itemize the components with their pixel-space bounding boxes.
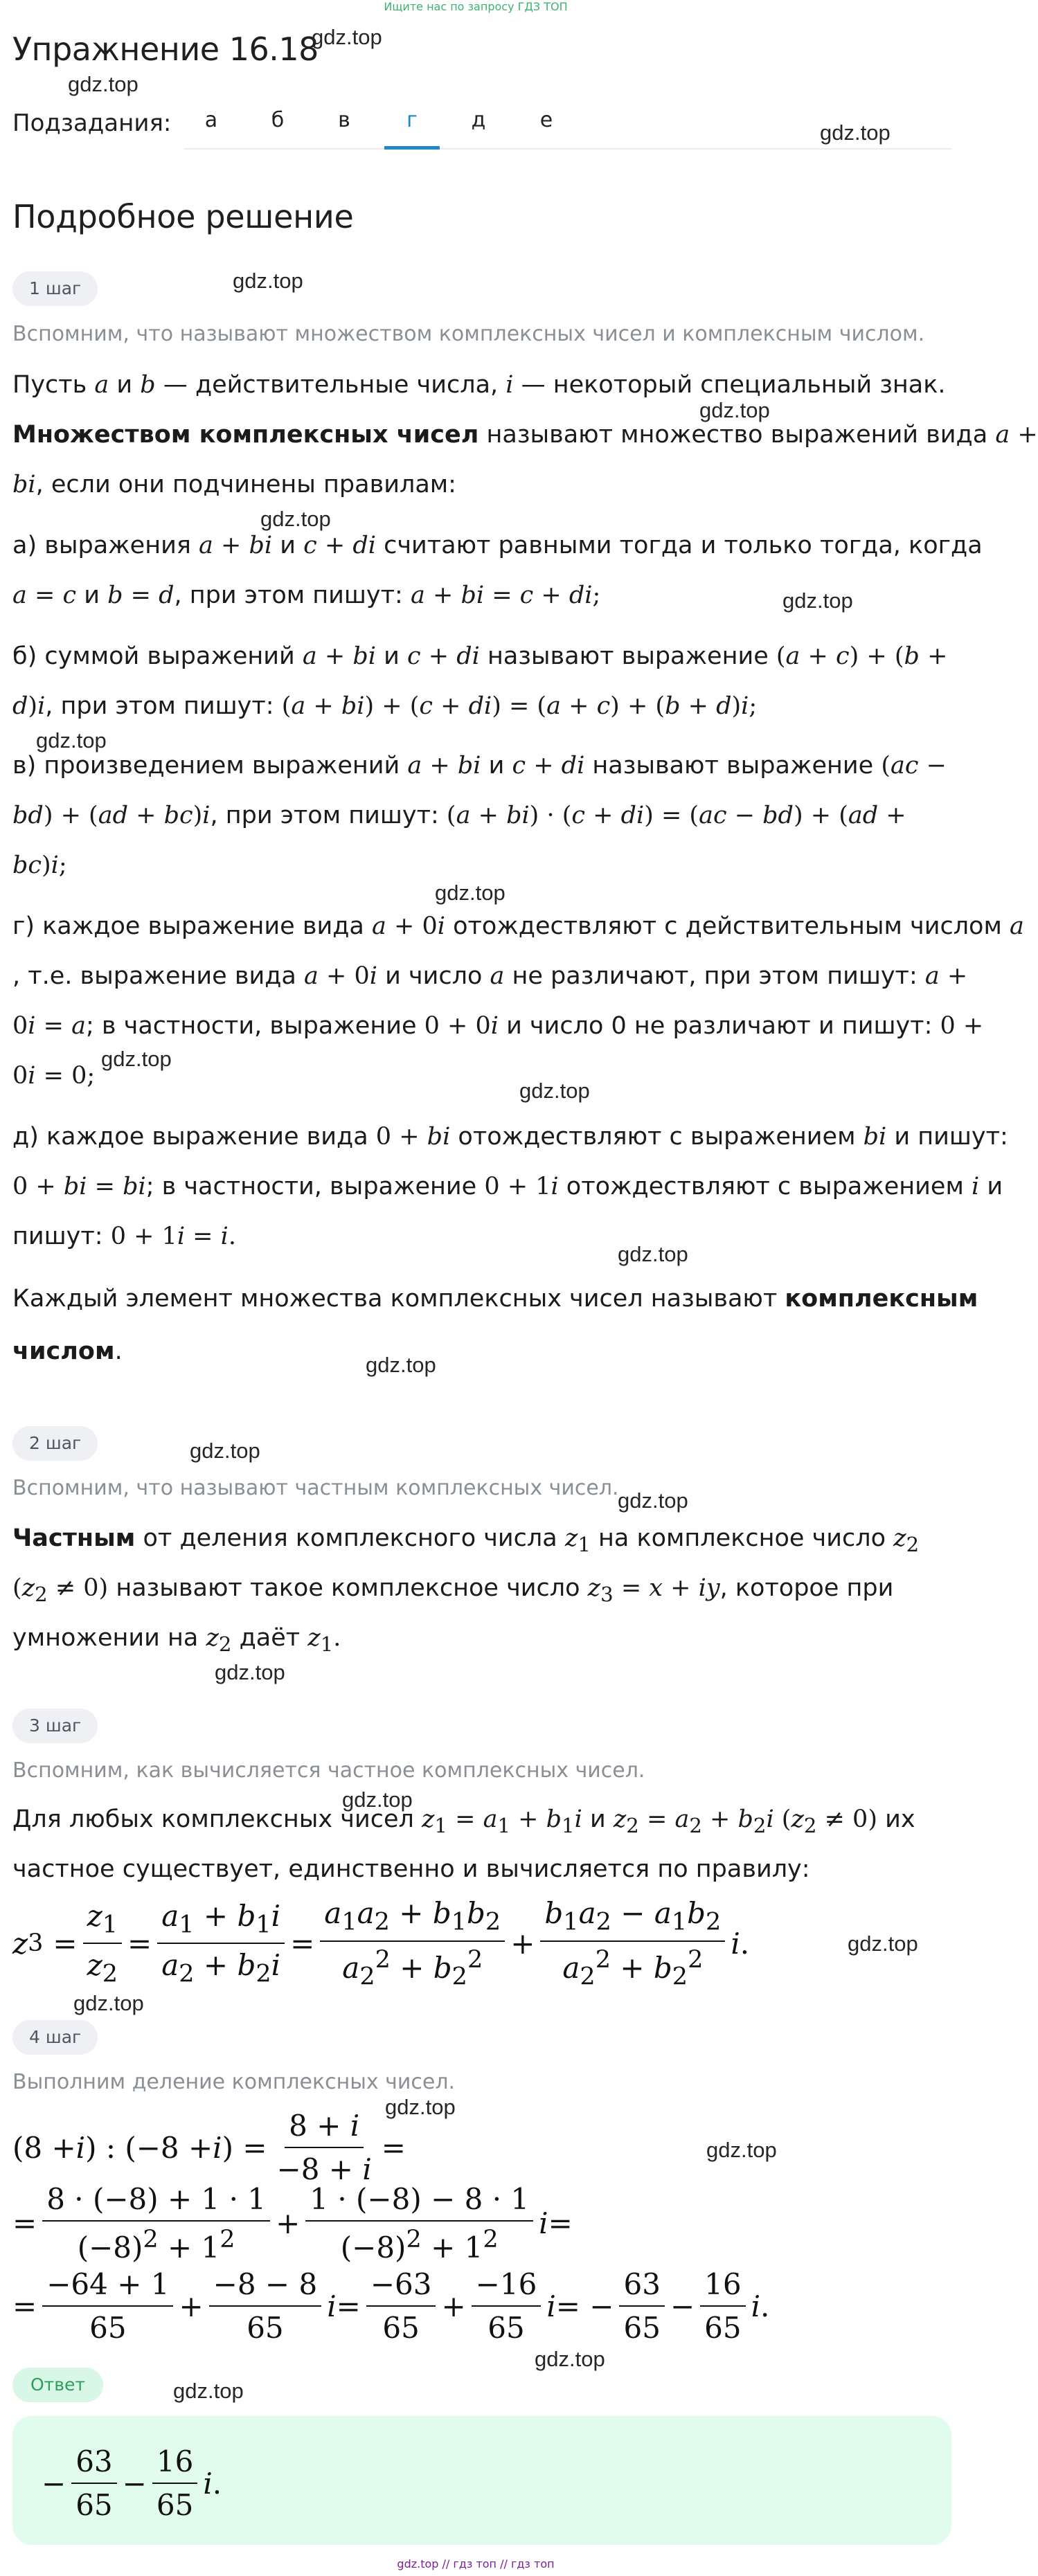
step-hint: Вспомним, что называют частным комплексных чисел. [12, 1476, 619, 1500]
text-line: 0i = 0; [12, 1062, 96, 1090]
text-line: частное существует, единственно и вычисляется по правилу: [12, 1855, 810, 1883]
top-banner: Ищите нас по запросу ГДЗ ТОП [384, 0, 568, 13]
watermark: gdz.top [101, 1047, 172, 1071]
watermark: gdz.top [519, 1079, 590, 1103]
formula-quotient-rule: z 3 = $\frac{z_1}{z_2}$ = $\frac{a_1 + b_1i}{a_2 + b_2i}$ = $\frac{a_1a_2 + b_1b_2}{a_2^2 + b_2^2}$ + $\frac{b_1a_2 - a_1b_2}{a_2^2 + b_2^2}$ i . [12, 1896, 750, 1990]
watermark: gdz.top [782, 588, 853, 613]
watermark: gdz.top [68, 72, 138, 96]
formula-line-2: = $\frac{8 \cdot (-8) + 1 \cdot 1}{(-8)^2 + 1^2}$ + $\frac{1 \cdot (-8) - 8 \cdot 1}{(-8)^2 + 1^2}$ i = [12, 2181, 573, 2264]
tab-v[interactable]: в [338, 108, 350, 132]
watermark: gdz.top [535, 2347, 605, 2371]
text-line: Множеством комплексных чисел называют множество выражений вида a + [12, 421, 1038, 449]
footer: gdz.top // гдз топ // гдз топ [397, 2557, 555, 2570]
text-line: , т.е. выражение вида a + 0i и число a не различают, при этом пишут: a + [12, 962, 968, 990]
watermark: gdz.top [385, 2095, 456, 2119]
text-line: а) выражения a + bi и c + di считают равными тогда и только тогда, когда [12, 532, 983, 559]
step-hint: Выполним деление комплексных чисел. [12, 2070, 456, 2094]
text-line: Каждый элемент множества комплексных чисел называют комплексным [12, 1285, 978, 1313]
watermark: gdz.top [73, 1991, 144, 2015]
step-badge: 2 шаг [12, 1426, 98, 1461]
text-line: Частным от деления комплексного числа $z_1$ на комплексное число $z_2$ [12, 1524, 920, 1556]
watermark: gdz.top [706, 2138, 777, 2162]
answer-badge: Ответ [12, 2368, 103, 2402]
watermark: gdz.top [190, 1439, 260, 1463]
text-line: числом. [12, 1337, 123, 1365]
step-hint: Вспомним, как вычисляется частное комплексных чисел. [12, 1758, 645, 1783]
watermark: gdz.top [366, 1353, 436, 1377]
subtask-tabs [184, 104, 952, 150]
formula-line-3: = $\frac{-64 + 1}{65}$ + $\frac{-8 - 8}{65}$ i = $\frac{-63}{65}$ + $\frac{-16}{65}$ i = − $\frac{63}{65}$ − $\frac{16}{65}$ i . [12, 2267, 770, 2345]
text-line: $(z_2 \ne 0)$ называют такое комплексное число $z_3 = x$ + iy, которое при [12, 1574, 894, 1606]
text-line: bi, если они подчинены правилам: [12, 471, 456, 498]
watermark: gdz.top [699, 398, 770, 422]
step-hint: Вспомним, что называют множеством комплексных чисел и комплексным числом. [12, 322, 925, 346]
watermark: gdz.top [36, 728, 107, 753]
text-line: bd) + (ad + bc)i, при этом пишут: (a + bi) · (c + di) = (ac − bd) + (ad + [12, 802, 906, 829]
tab-a[interactable]: а [204, 108, 218, 132]
text-line: a = c и b = d, при этом пишут: a + bi = c + di; [12, 582, 601, 609]
watermark: gdz.top [215, 1660, 285, 1684]
tab-g[interactable]: г [384, 108, 440, 150]
answer-formula: − $\frac{63}{65}$ − $\frac{16}{65}$ i . [42, 2444, 222, 2522]
step-badge: 3 шаг [12, 1709, 98, 1743]
text-line: г) каждое выражение вида a + 0i отождествляют с действительным числом a [12, 912, 1024, 940]
text-line: б) суммой выражений a + bi и c + di называют выражение (a + c) + (b + [12, 642, 948, 670]
text-line: умножении на $z_2$ даёт $z_1$. [12, 1624, 341, 1656]
watermark: gdz.top [618, 1242, 688, 1266]
text-line: Для любых комплексных чисел $z_1 = a_1 + b_1i$ и $z_2 = a_2 + b_2i$ $(z_2 \ne 0)$ их [12, 1805, 915, 1837]
section-title: Подробное решение [12, 198, 354, 235]
watermark: gdz.top [312, 25, 382, 49]
watermark: gdz.top [342, 1787, 413, 1812]
watermark: gdz.top [618, 1488, 688, 1513]
text-line: в) произведением выражений a + bi и c + di называют выражение (ac − [12, 752, 947, 780]
text-line: д) каждое выражение вида 0 + bi отождествляют с выражением bi и пишут: [12, 1123, 1008, 1151]
tab-e[interactable]: е [539, 108, 553, 132]
watermark: gdz.top [820, 120, 891, 145]
text-line: Пусть a и b — действительные числа, i — некоторый специальный знак. [12, 371, 946, 399]
watermark: gdz.top [435, 881, 505, 905]
formula-line-1: (8 + i ) : (−8 + i ) = $\frac{8 + i}{-8 + i}$ = [12, 2109, 406, 2186]
subtasks-label: Подзадания: [12, 109, 172, 137]
page-title: Упражнение 16.18 [12, 30, 319, 68]
step-badge: 4 шаг [12, 2020, 98, 2055]
text-line: 0 + bi = bi; в частности, выражение 0 + 1i отождествляют с выражением i и [12, 1173, 1003, 1200]
watermark: gdz.top [260, 507, 331, 531]
tab-d[interactable]: д [471, 108, 486, 132]
step-badge: 1 шаг [12, 271, 98, 306]
text-line: d)i, при этом пишут: (a + bi) + (c + di) = (a + c) + (b + d)i; [12, 692, 758, 720]
text-line: 0i = a; в частности, выражение 0 + 0i и число 0 не различают и пишут: 0 + [12, 1012, 984, 1040]
watermark: gdz.top [233, 269, 303, 293]
text-line: пишут: 0 + 1i = i. [12, 1223, 236, 1250]
watermark: gdz.top [173, 2379, 244, 2403]
watermark: gdz.top [848, 1931, 918, 1956]
text-line: bc)i; [12, 852, 67, 879]
tab-b[interactable]: б [271, 108, 285, 132]
